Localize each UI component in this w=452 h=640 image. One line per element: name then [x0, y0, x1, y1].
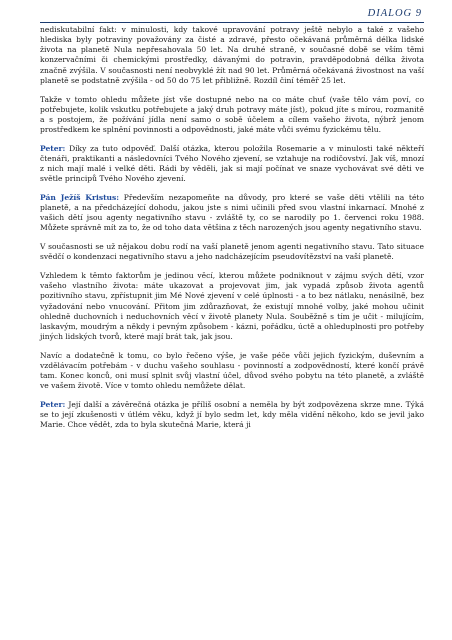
paragraph	[40, 242, 424, 262]
running-header-title: DIALOG 9	[367, 8, 422, 19]
paragraph	[40, 271, 424, 342]
paragraph	[40, 193, 424, 234]
paragraph	[40, 351, 424, 392]
paragraph-text: Navíc a dodatečně k tomu, co bylo řečeno výše, je vaše péče vůči jejich fyzickým, duševním a vzdělávacím potřebám - v duchu vašeho souhlasu - povinností a zodpovědností, které končí právě tam. Konec konců, oni musí splnit svůj vlastní účel, důvod svého pobytu na této planetě, a zvláště ve vašem životě. Více v tomto ohledu nemůžete dělat.	[40, 350, 424, 391]
speaker-label: Pán Ježíš Kristus:	[40, 192, 120, 202]
paragraph-text: Vzhledem k těmto faktorům je jedinou věcí, kterou můžete podniknout v zájmu svých dětí, vzor vašeho vlastního života: máte ukazovat a projevovat jim, jak vypadá způsob života agentů pozitivního stavu, zpřístupnit jim Mé Nové zjevení v celé úplnosti - a to bez nátlaku, nenásilně, bez vyžadování nebo vnucování. Přitom jim zdůrazňovat, že existují mnohé volby, jaké mohou učinit ohledně duchovních i neduchovních věcí v životě planety Nula. Souběžně s tím je učit - milujícím, laskavým, moudrým a někdy i pevným způsobem - kázni, pořádku, úctě a ohleduplnosti pro potřeby jiných lidských tvorů, které mají brát tak, jak jsou.	[40, 271, 424, 342]
speaker-label: Peter:	[40, 400, 66, 409]
paragraph	[40, 144, 424, 185]
speaker-label: Peter:	[40, 143, 66, 153]
paragraph-text: nediskutabilní fakt: v minulosti, kdy takové upravování potravy ještě nebylo a také z vašeho hlediska byly potraviny považovány za čisté a zdravé, přesto očekávaná průměrná délka lidské života na planetě Nula nepřesahovala 50 let. Na druhé straně, v současné době se vším těmi konzervačními či chemickými prostředky, dávanými do potravin, pravděpodobná délka života značně zvýšila. V současnosti není neobvyklé žít nad 90 let. Průměrná očekávaná živostnost na vaší planetě se podstatně zvýšila - od 50 do 75 let přibližně. Rozdíl činí téměř 25 let.	[40, 25, 424, 85]
paragraph-text: Především nezapomeňte na důvody, pro které se vaše děti vtělili na této planetě, a na předcházející dohodu, jakou jste s nimi učinili před svou vlastní inkarnací. Mnohé z vašich dětí jsou agenty negativního stavu - zvláště ty, co se narodily po 1. červenci roku 1988. Můžete správně mít za to, že od toho data většina z těch narozených jsou agenty negativního stavu.	[40, 192, 425, 233]
body-text	[40, 25, 424, 439]
paragraph-text: Takže v tomto ohledu můžete jíst vše dostupné nebo na co máte chuť (vaše tělo vám poví, co potřebujete, kolik vskutku potřebujete a jaký druh potravy máte jíst), pokud jíte s mírou, rozmanitě a s postojem, že požívání jídla není samo o sobě účelem a cílem vašeho života, nýbrž jenom prostředkem ke splnění povinnosti a odpovědnosti, jaké máte vůči svému fyzickému tělu.	[40, 94, 424, 134]
paragraph-text: Díky za tuto odpověď. Další otázka, kterou položila Rosemarie a v minulosti také někteří čtenáři, praktikanti a následovníci Tvého Nového zjevení, se vztahuje na rodičovství. Jak víš, mnozí z nich mají malé i velké děti. Rádi by věděli, jak si mají počínat ve snaze vychovávat své děti ve světle principů Tvého Nového zjevení.	[40, 143, 424, 184]
paragraph-text: V současnosti se už nějakou dobu rodí na vaší planetě jenom agenti negativního stavu. Tato situace svědčí o kondenzaci negativního stavu a jeho nadcházejícím pseudovítězství na vaší planetě.	[40, 242, 424, 262]
paragraph	[40, 95, 424, 136]
paragraph-text: Její další a závěrečná otázka je příliš osobní a neměla by být zodpovězena skrze mne. Týká se to její zkušenosti v útlém věku, když jí bylo sedm let, kdy měla vidění někoho, kdo se jevil jako Marie. Chce vědět, zda to byla skutečná Marie, která ji	[40, 400, 424, 430]
header-divider	[40, 22, 424, 23]
paragraph	[40, 25, 424, 86]
paragraph	[40, 400, 424, 430]
